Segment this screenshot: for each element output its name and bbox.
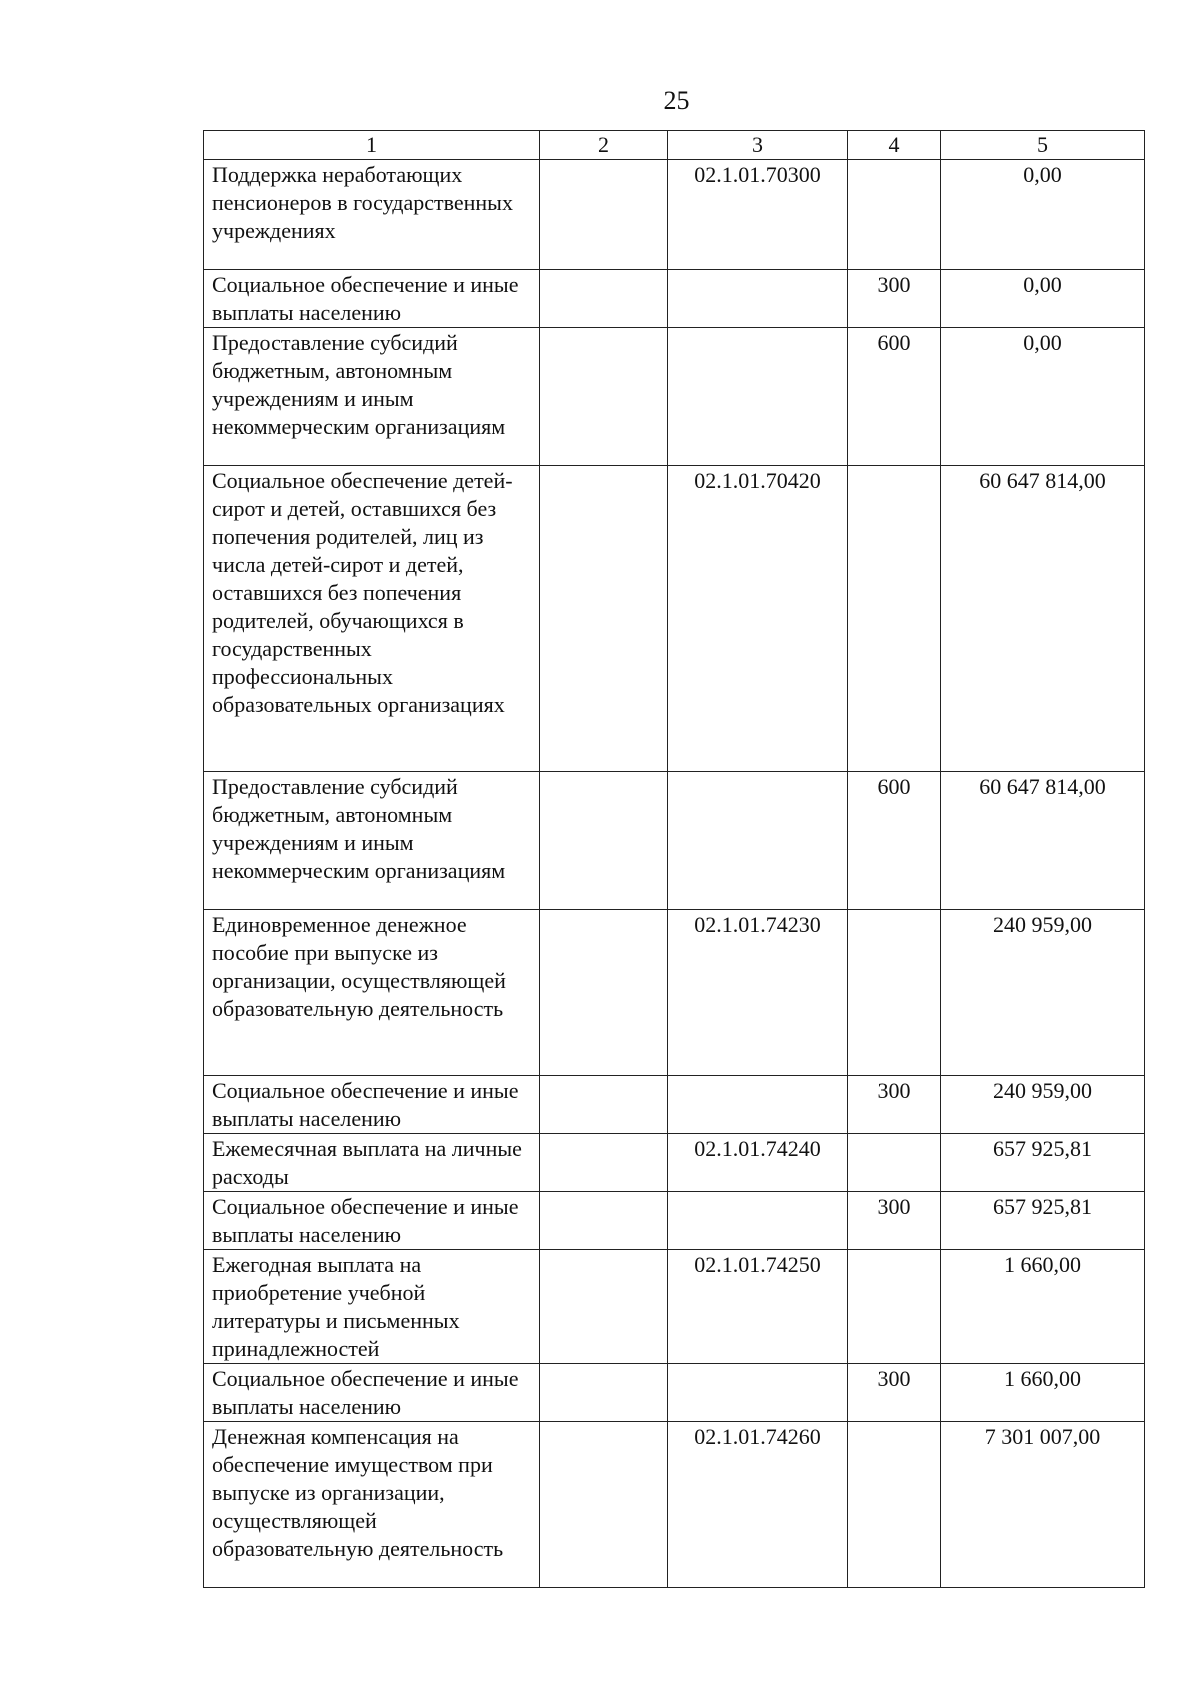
budget-table [203,130,1145,1588]
row-col2 [540,270,668,328]
row-kind: 300 [848,1364,941,1422]
row-code: 02.1.01.74230 [668,910,848,1076]
row-sum: 240 959,00 [941,910,1145,1076]
table-row [204,160,1145,270]
page-number: 25 [663,86,690,115]
row-name: Социальное обеспечение и иные выплаты населению [204,1076,540,1134]
row-kind [848,1250,941,1364]
row-col2 [540,1192,668,1250]
row-name: Социальное обеспечение и иные выплаты населению [204,1192,540,1250]
row-kind: 300 [848,1076,941,1134]
row-code [668,772,848,910]
row-col2 [540,1250,668,1364]
table-row [204,1250,1145,1364]
row-sum: 0,00 [941,328,1145,466]
row-name: Единовременное денежное пособие при выпуске из организации, осуществляющей образовательную деятельность [204,910,540,1076]
column-header-2: 2 [540,131,668,160]
row-kind: 300 [848,270,941,328]
row-kind: 300 [848,1192,941,1250]
table-row [204,772,1145,910]
row-sum: 0,00 [941,270,1145,328]
row-col2 [540,772,668,910]
row-sum: 240 959,00 [941,1076,1145,1134]
row-name: Социальное обеспечение и иные выплаты населению [204,270,540,328]
header-row [204,131,1145,160]
row-kind [848,1422,941,1588]
row-kind: 600 [848,328,941,466]
row-kind [848,1134,941,1192]
row-code: 02.1.01.74240 [668,1134,848,1192]
row-name: Предоставление субсидий бюджетным, автономным учреждениям и иным некоммерческим организациям [204,772,540,910]
row-name: Ежемесячная выплата на личные расходы [204,1134,540,1192]
row-name: Поддержка неработающих пенсионеров в государственных учреждениях [204,160,540,270]
table-row [204,328,1145,466]
column-header-5: 5 [941,131,1145,160]
table-row [204,910,1145,1076]
row-col2 [540,1422,668,1588]
table-row [204,1422,1145,1588]
table-row [204,270,1145,328]
row-code [668,1192,848,1250]
row-kind: 600 [848,772,941,910]
row-sum: 657 925,81 [941,1192,1145,1250]
row-name: Ежегодная выплата на приобретение учебной литературы и письменных принадлежностей [204,1250,540,1364]
row-col2 [540,910,668,1076]
table-row [204,466,1145,772]
row-sum: 1 660,00 [941,1250,1145,1364]
row-kind [848,160,941,270]
column-header-4: 4 [848,131,941,160]
row-sum: 7 301 007,00 [941,1422,1145,1588]
row-col2 [540,1076,668,1134]
row-col2 [540,1364,668,1422]
table-row [204,1364,1145,1422]
row-code: 02.1.01.70300 [668,160,848,270]
column-header-3: 3 [668,131,848,160]
column-header-1: 1 [204,131,540,160]
row-sum: 60 647 814,00 [941,466,1145,772]
row-sum: 657 925,81 [941,1134,1145,1192]
row-code: 02.1.01.74250 [668,1250,848,1364]
row-name: Денежная компенсация на обеспечение имуществом при выпуске из организации, осуществляющей образовательную деятельность [204,1422,540,1588]
row-code [668,328,848,466]
table-row [204,1134,1145,1192]
row-kind [848,910,941,1076]
row-sum: 1 660,00 [941,1364,1145,1422]
row-sum: 0,00 [941,160,1145,270]
row-code: 02.1.01.70420 [668,466,848,772]
table-row [204,1192,1145,1250]
row-name: Предоставление субсидий бюджетным, автономным учреждениям и иным некоммерческим организациям [204,328,540,466]
row-kind [848,466,941,772]
row-code [668,1364,848,1422]
row-col2 [540,328,668,466]
table-row [204,1076,1145,1134]
row-sum: 60 647 814,00 [941,772,1145,910]
row-name: Социальное обеспечение детей-сирот и детей, оставшихся без попечения родителей, лиц из числа детей-сирот и детей, оставшихся без попечения родителей, обучающихся в государственных профессиональных образовательных организациях [204,466,540,772]
row-col2 [540,1134,668,1192]
row-col2 [540,466,668,772]
row-col2 [540,160,668,270]
row-code [668,270,848,328]
row-code: 02.1.01.74260 [668,1422,848,1588]
row-code [668,1076,848,1134]
row-name: Социальное обеспечение и иные выплаты населению [204,1364,540,1422]
